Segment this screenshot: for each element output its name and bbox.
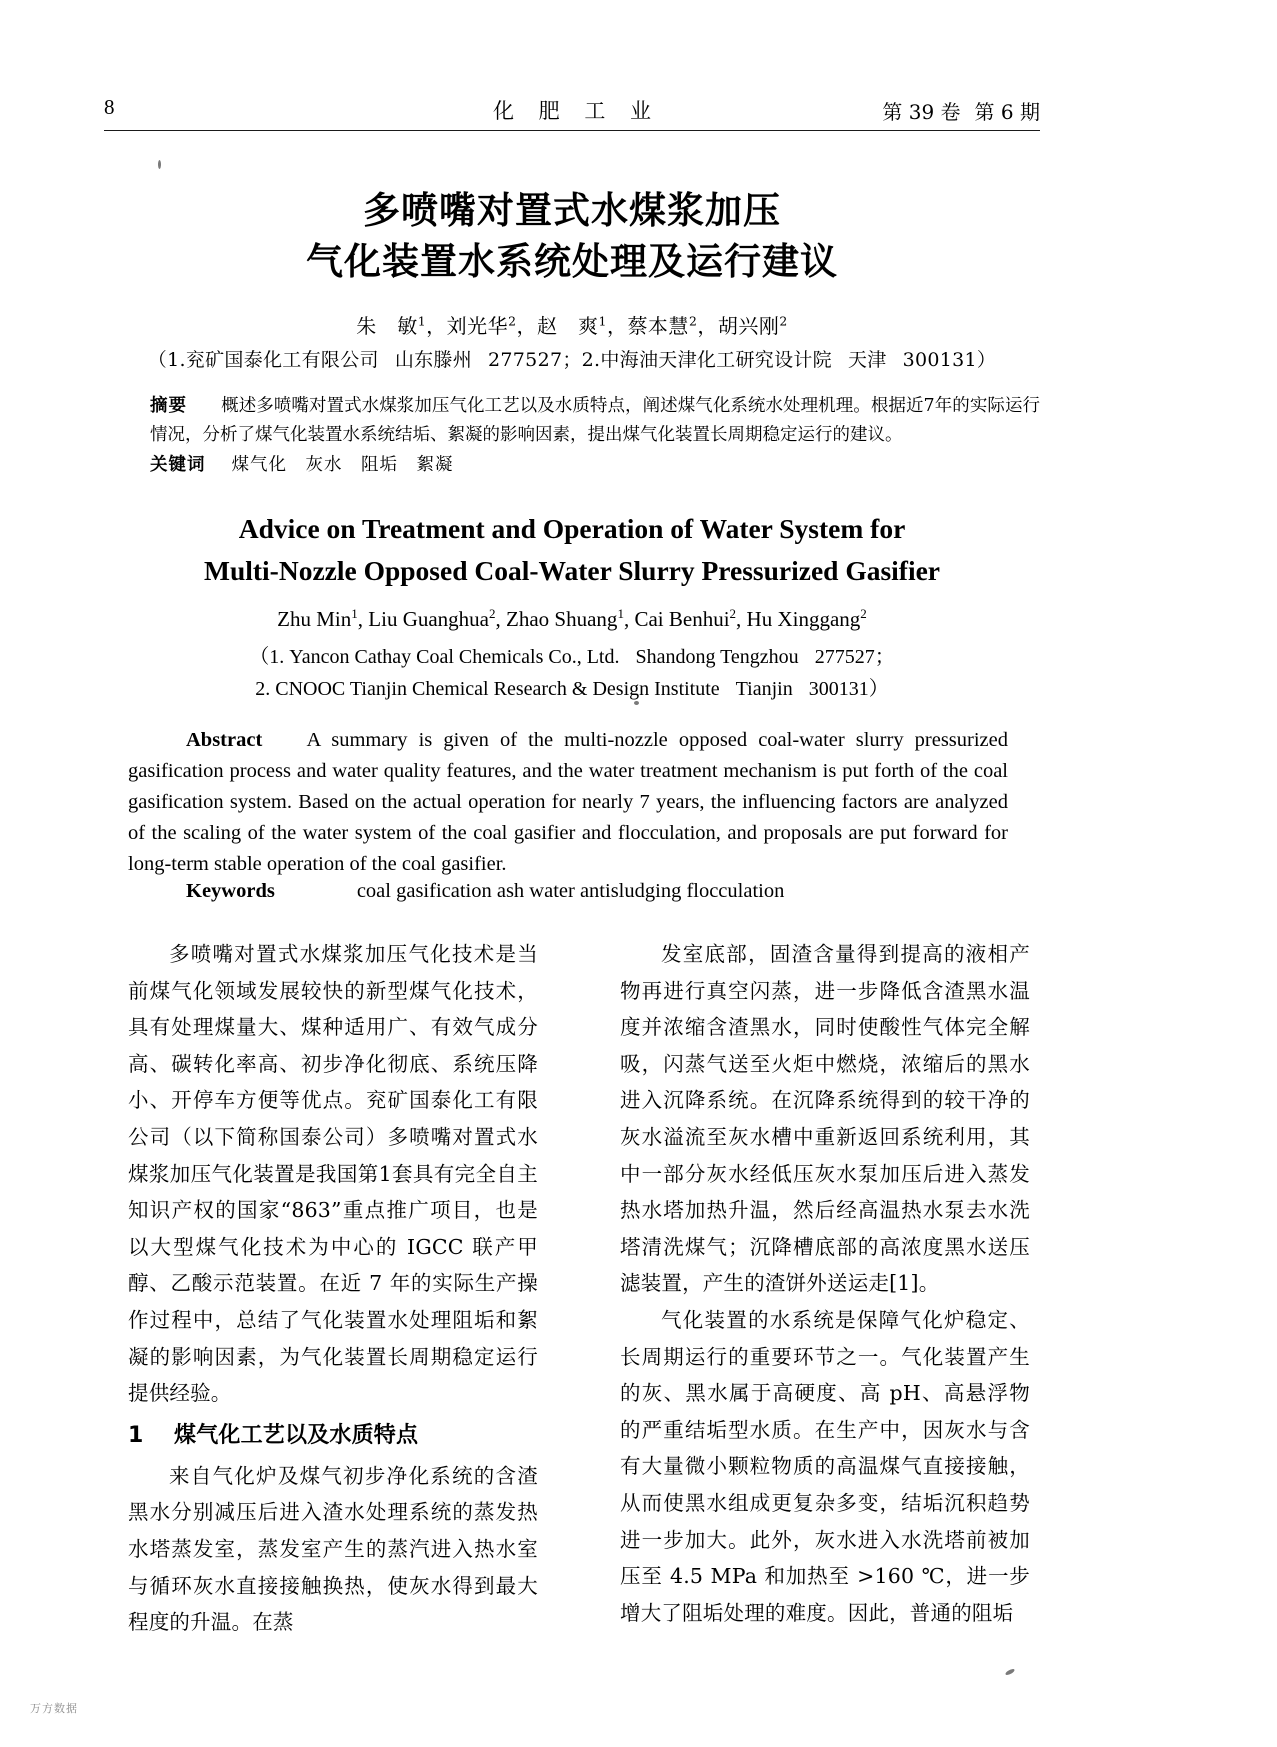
author-en-4-affil: 2 [729,606,737,621]
keywords-cn-items: 煤气化 灰水 阻垢 絮凝 [231,455,454,475]
abstract-en [128,725,1008,880]
body-column-right [620,936,1030,1631]
section-title: 煤气化工艺以及水质特点 [174,1422,419,1448]
author-cn-2-affil: 2 [508,313,517,329]
page-title-en [104,508,1040,592]
abstract-cn-text: 概述多喷嘴对置式水煤浆加压气化工艺以及水质特点，阐述煤气化系统水处理机理。根据近7年的实际运行情况，分析了煤气化装置水系统结垢、絮凝的影响因素，提出煤气化装置长周期稳定运行的建议。 [150,396,1040,445]
author-cn-5: 胡兴刚 [717,314,780,338]
author-en-3: Zhao Shuang [506,607,618,631]
volume-issue [882,96,1040,125]
author-cn-4-affil: 2 [688,313,698,329]
author-en-1: Zhu Min [277,607,352,631]
abstract-en-text: A summary is given of the multi-nozzle opposed coal-water slurry pressurized gasification process and water quality features, and the water treatment mechanism is put forth of the coal gasification system. Based on the actual operation for nearly 7 years, the influencing factors are analyzed of the scaling of the water system of the coal gasifier and flocculation, and proposals are put forward for long-term stable operation of the coal gasifier. [128,729,1008,875]
issue-label: 第 6 期 [974,100,1040,124]
affil-cn-zip-2: 300131） [902,349,997,371]
author-en-2-affil: 2 [489,606,496,621]
affiliation-cn [104,345,1040,372]
affil-en-zip-1: 277527； [814,646,895,668]
affil-cn-city-1: 山东滕州 [394,349,473,371]
author-en-5-affil: 2 [860,606,867,621]
body-paragraph: 多喷嘴对置式水煤浆加压气化技术是当前煤气化领域发展较快的新型煤气化技术，具有处理煤量大、煤种适用广、有效气成分高、碳转化率高、初步净化彻底、系统压降小、开停车方便等优点。兖矿国泰化工有限公司（以下简称国泰公司）多喷嘴对置式水煤浆加压气化装置是我国第1套具有完全自主知识产权的国家“863”重点推广项目，也是以大型煤气化技术为中心的 IGCC 联产甲醇、乙酸示范装置。在近 7 年的实际生产操作过程中，总结了气化装置水处理阻垢和絮凝的影响因素，为气化装置长周期稳定运行提供经验。 [128,942,538,1406]
authors-en: Zhu Min$^1$, Liu Guanghua$^2$, Zhao Shuang$^1$, Cai Benhui$^2$, Hu Xinggang$^2$ [277,606,867,631]
journal-name: 化 肥 工 业 [492,99,661,123]
keywords-cn-label: 关键词 [150,455,206,475]
affil-en-zip-2: 300131） [808,678,889,700]
running-head [104,95,1040,129]
abstract-en-label: Abstract [186,729,263,751]
affiliation-en-line-1 [104,641,1040,673]
body-column-left [128,936,538,1641]
author-en-4: Cai Benhui [634,607,730,631]
author-cn-1: 朱 敏 [356,314,418,338]
author-cn-4: 蔡本慧 [627,314,689,338]
affil-cn-city-2: 天津 [847,349,887,371]
affiliation-en-line-2 [104,673,1040,705]
page-number: 8 [104,95,115,119]
affil-cn-zip-1: 277527；2. [488,349,601,371]
author-cn-3-affil: 1 [598,313,607,329]
author-cn-2: 刘光华 [446,314,509,338]
author-cn-1-affil: 1 [417,313,427,329]
section-number: 1 [128,1422,144,1448]
header-rule [104,130,1040,131]
scan-speck [634,701,639,705]
author-en-2: Liu Guanghua [368,607,490,631]
author-en-3-affil: 1 [617,606,624,621]
title-en-line-2: Multi-Nozzle Opposed Coal-Water Slurry Pressurized Gasifier [203,555,941,586]
author-en-5: Hu Xinggang [746,607,861,631]
authors-cn: 朱 敏$^1$，刘光华$^2$，赵 爽$^1$，蔡本慧$^2$，胡兴刚$^2$ [356,313,788,338]
affil-cn-org-1: 兖矿国泰化工有限公司 [185,349,379,371]
abstract-cn [150,392,1040,450]
body-paragraph: 发室底部，固渣含量得到提高的液相产物再进行真空闪蒸，进一步降低含渣黑水温度并浓缩含渣黑水，同时使酸性气体完全解吸，闪蒸气送至火炬中燃烧，浓缩后的黑水进入沉降系统。在沉降系统得到的较干净的灰水溢流至灰水槽中重新返回系统利用，其中一部分灰水经低压灰水泵加压后进入蒸发热水塔加热升温，然后经高温热水泵去水洗塔清洗煤气；沉降槽底部的高浓度黑水送压滤装置，产生的渣饼外送运走[1]。 [620,942,1030,1296]
affil-cn-open: （1. [147,349,186,371]
title-cn-line-2: 气化装置水系统处理及运行建议 [306,240,838,283]
keywords-cn [150,451,1040,480]
affil-en-city-1: Shandong Tengzhou [635,646,799,668]
author-cn-3: 赵 爽 [537,314,599,338]
affil-en-org-2: 2. CNOOC Tianjin Chemical Research & Design Institute [255,678,720,700]
keywords-en-items: coal gasification ash water antisludging flocculation [356,880,785,902]
scan-speck [1005,1668,1016,1676]
watermark-label: 万方数据 [30,1702,78,1715]
scan-speck [158,160,161,169]
keywords-en [128,880,1008,903]
affil-en-city-2: Tianjin [735,678,793,700]
page-title-cn [104,185,1040,287]
affil-en-org-1: （1. Yancon Cathay Coal Chemicals Co., Ltd. [249,646,620,668]
volume-label: 第 39 卷 [882,100,961,124]
affiliation-en [104,641,1040,705]
title-cn-line-1: 多喷嘴对置式水煤浆加压 [363,189,781,232]
body-paragraph: 来自气化炉及煤气初步净化系统的含渣黑水分别减压后进入渣水处理系统的蒸发热水塔蒸发室，蒸发室产生的蒸汽进入热水室与循环灰水直接接触换热，使灰水得到最大程度的升温。在蒸 [128,1463,538,1635]
affil-cn-org-2: 中海油天津化工研究设计院 [600,349,832,371]
author-en-1-affil: 1 [351,606,358,621]
body-paragraph: 气化装置的水系统是保障气化炉稳定、长周期运行的重要环节之一。气化装置产生的灰、黑水属于高硬度、高 pH、高悬浮物的严重结垢型水质。在生产中，因灰水与含有大量微小颗粒物质的高温煤气直接接触，从而使黑水组成更复杂多变，结垢沉积趋势进一步加大。此外，灰水进入水洗塔前被加压至 4.5 MPa 和加热至 >160 ℃，进一步增大了阻垢处理的难度。因此，普通的阻垢 [620,1307,1030,1625]
section-heading-1 [128,1416,538,1456]
title-en-line-1: Advice on Treatment and Operation of Water System for [238,513,906,544]
keywords-en-label: Keywords [186,880,275,902]
abstract-cn-label: 摘要 [150,396,188,416]
author-cn-5-affil: 2 [779,313,788,329]
